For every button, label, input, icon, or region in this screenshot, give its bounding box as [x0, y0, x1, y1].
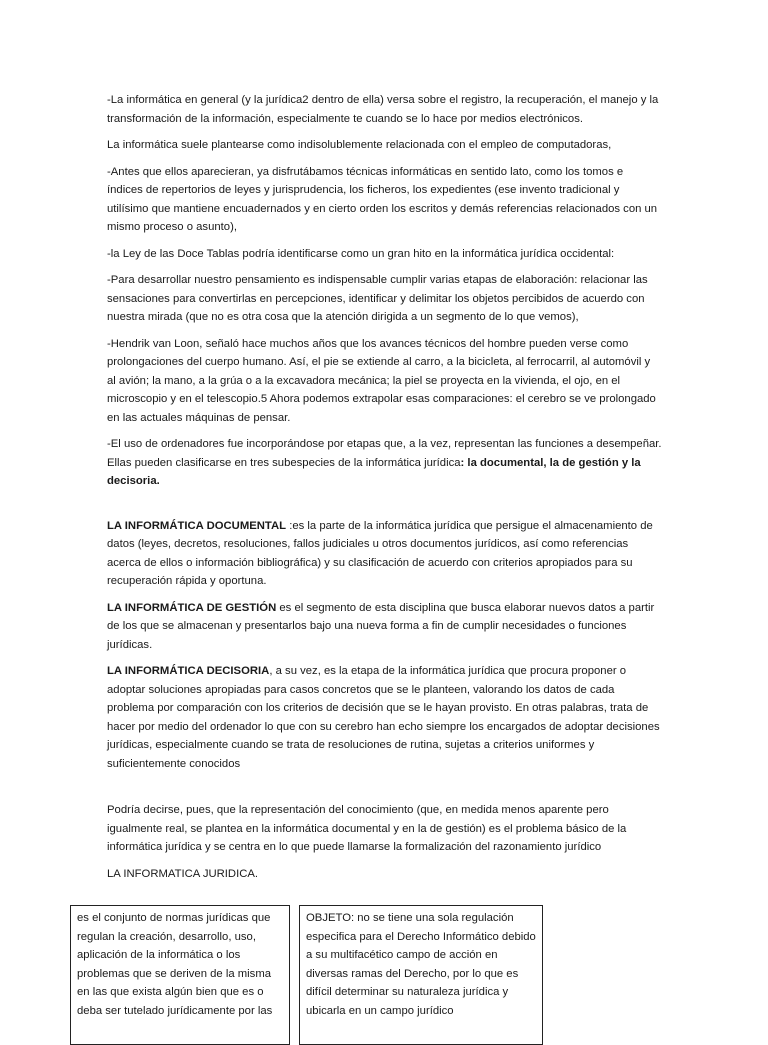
paragraph-7-bold: : la documental, la de gestión y la decisoria. [107, 456, 641, 487]
heading-decisoria: LA INFORMÁTICA DECISORIA [107, 665, 270, 677]
objeto-box: OBJETO: no se tiene una sola regulación especifica para el Derecho Informático debido a su multifacético campo de acción en diversas ramas del Derecho, por lo que es difícil determinar su naturaleza jurídica y ubicarla en un campo jurídico [299, 905, 543, 1045]
text-documental: :es la parte de la informática jurídica que persigue el almacenamiento de datos (leyes, decretos, resoluciones, fallos judiciales u otros documentos jurídicos, así como referencias acerca de ellos o información bibliográfica) y su clasificación de acuerdo con criterios apropiados para su recuperación rápida y oportuna. [107, 519, 653, 587]
paragraph-4: -la Ley de las Doce Tablas podría identificarse como un gran hito en la informática jurídica occidental: [107, 247, 615, 260]
document-body [107, 91, 662, 891]
paragraph-1: -La informática en general (y la jurídica2 dentro de ella) versa sobre el registro, la recuperación, el manejo y la transformación de la información, especialmente te cuando se lo hace por medios electrónicos. [107, 94, 659, 125]
paragraph-6: -Hendrik van Loon, señaló hace muchos años que los avances técnicos del hombre pueden verse como prolongaciones del cuerpo humano. Así, el pie se extiende al carro, a la bicicleta, al ferrocarril, al automóvil y al avión; la mano, a la grúa o a la excavadora mecánica; la piel se proyecta en la vivienda, el ojo, en el microscopio y en el telescopio.5 Ahora podemos extrapolar esas comparaciones: el cerebro se ve prolongado en las actuales máquinas de pensar. [107, 337, 656, 424]
paragraph-documental [107, 517, 662, 591]
definition-box: es el conjunto de normas jurídicas que regulan la creación, desarrollo, uso, aplicación de la informática o los problemas que se deriven de la misma en las que exista algún bien que es o deba ser tutelado jurídicamente por las [70, 905, 290, 1045]
paragraph-decisoria [107, 662, 662, 773]
paragraph-gestion [107, 599, 662, 655]
paragraph-11: Podría decirse, pues, que la representación del conocimiento (que, en medida menos aparente pero igualmente real, se plantea en la informática documental y en la de gestión) es el problema básico de la informática jurídica y se centra en lo que puede llamarse la formalización del razonamiento jurídico [107, 804, 627, 853]
heading-documental: LA INFORMÁTICA DOCUMENTAL [107, 519, 287, 532]
heading-gestion: LA INFORMÁTICA DE GESTIÓN [107, 601, 277, 614]
text-decisoria: , a su vez, es la etapa de la informática jurídica que procura proponer o adoptar soluciones apropiadas para casos concretos que se le planteen, valorando los datos de cada problema por comparación con los criterios de decisión que se le hayan provisto. En otras palabras, trata de hacer por medio del ordenador lo que con su cerebro han echo siempre los encargados de adoptar decisiones jurídicas, especialmente cuando se trata de resoluciones de rutina, sujetas a criterios uniformes y suficientemente conocidos [107, 665, 660, 770]
paragraph-7 [107, 435, 662, 491]
paragraph-5: -Para desarrollar nuestro pensamiento es indispensable cumplir varias etapas de elaboración: relacionar las sensaciones para convertirlas en percepciones, identificar y delimitar los objetos percibidos de acuerdo con nuestra mirada (que no es otra cosa que la atención dirigida a un segmento de lo que vemos), [107, 274, 648, 323]
text-gestion: es el segmento de esta disciplina que busca elaborar nuevos datos a partir de los que se almacenan y presentarlos bajo una nueva forma a fin de cumplir necesidades o funciones jurídicas. [107, 601, 655, 651]
paragraph-7-text: -El uso de ordenadores fue incorporándose por etapas que, a la vez, representan las funciones a desempeñar. Ellas pueden clasificarse en tres subespecies de la informática jurídica [107, 438, 662, 469]
paragraph-3: -Antes que ellos aparecieran, ya disfrutábamos técnicas informáticas en sentido lato, como los tomos e índices de repertorios de leyes y jurisprudencia, los ficheros, los expedientes (ese invento tradicional y utilísimo que mantiene encuadernados y en cierto orden los escritos y demás referencias relacionados con un mismo proceso o asunto), [107, 165, 658, 233]
section-title: LA INFORMATICA JURIDICA. [107, 867, 259, 880]
paragraph-2: La informática suele plantearse como indisolublemente relacionada con el empleo de computadoras, [107, 139, 612, 151]
